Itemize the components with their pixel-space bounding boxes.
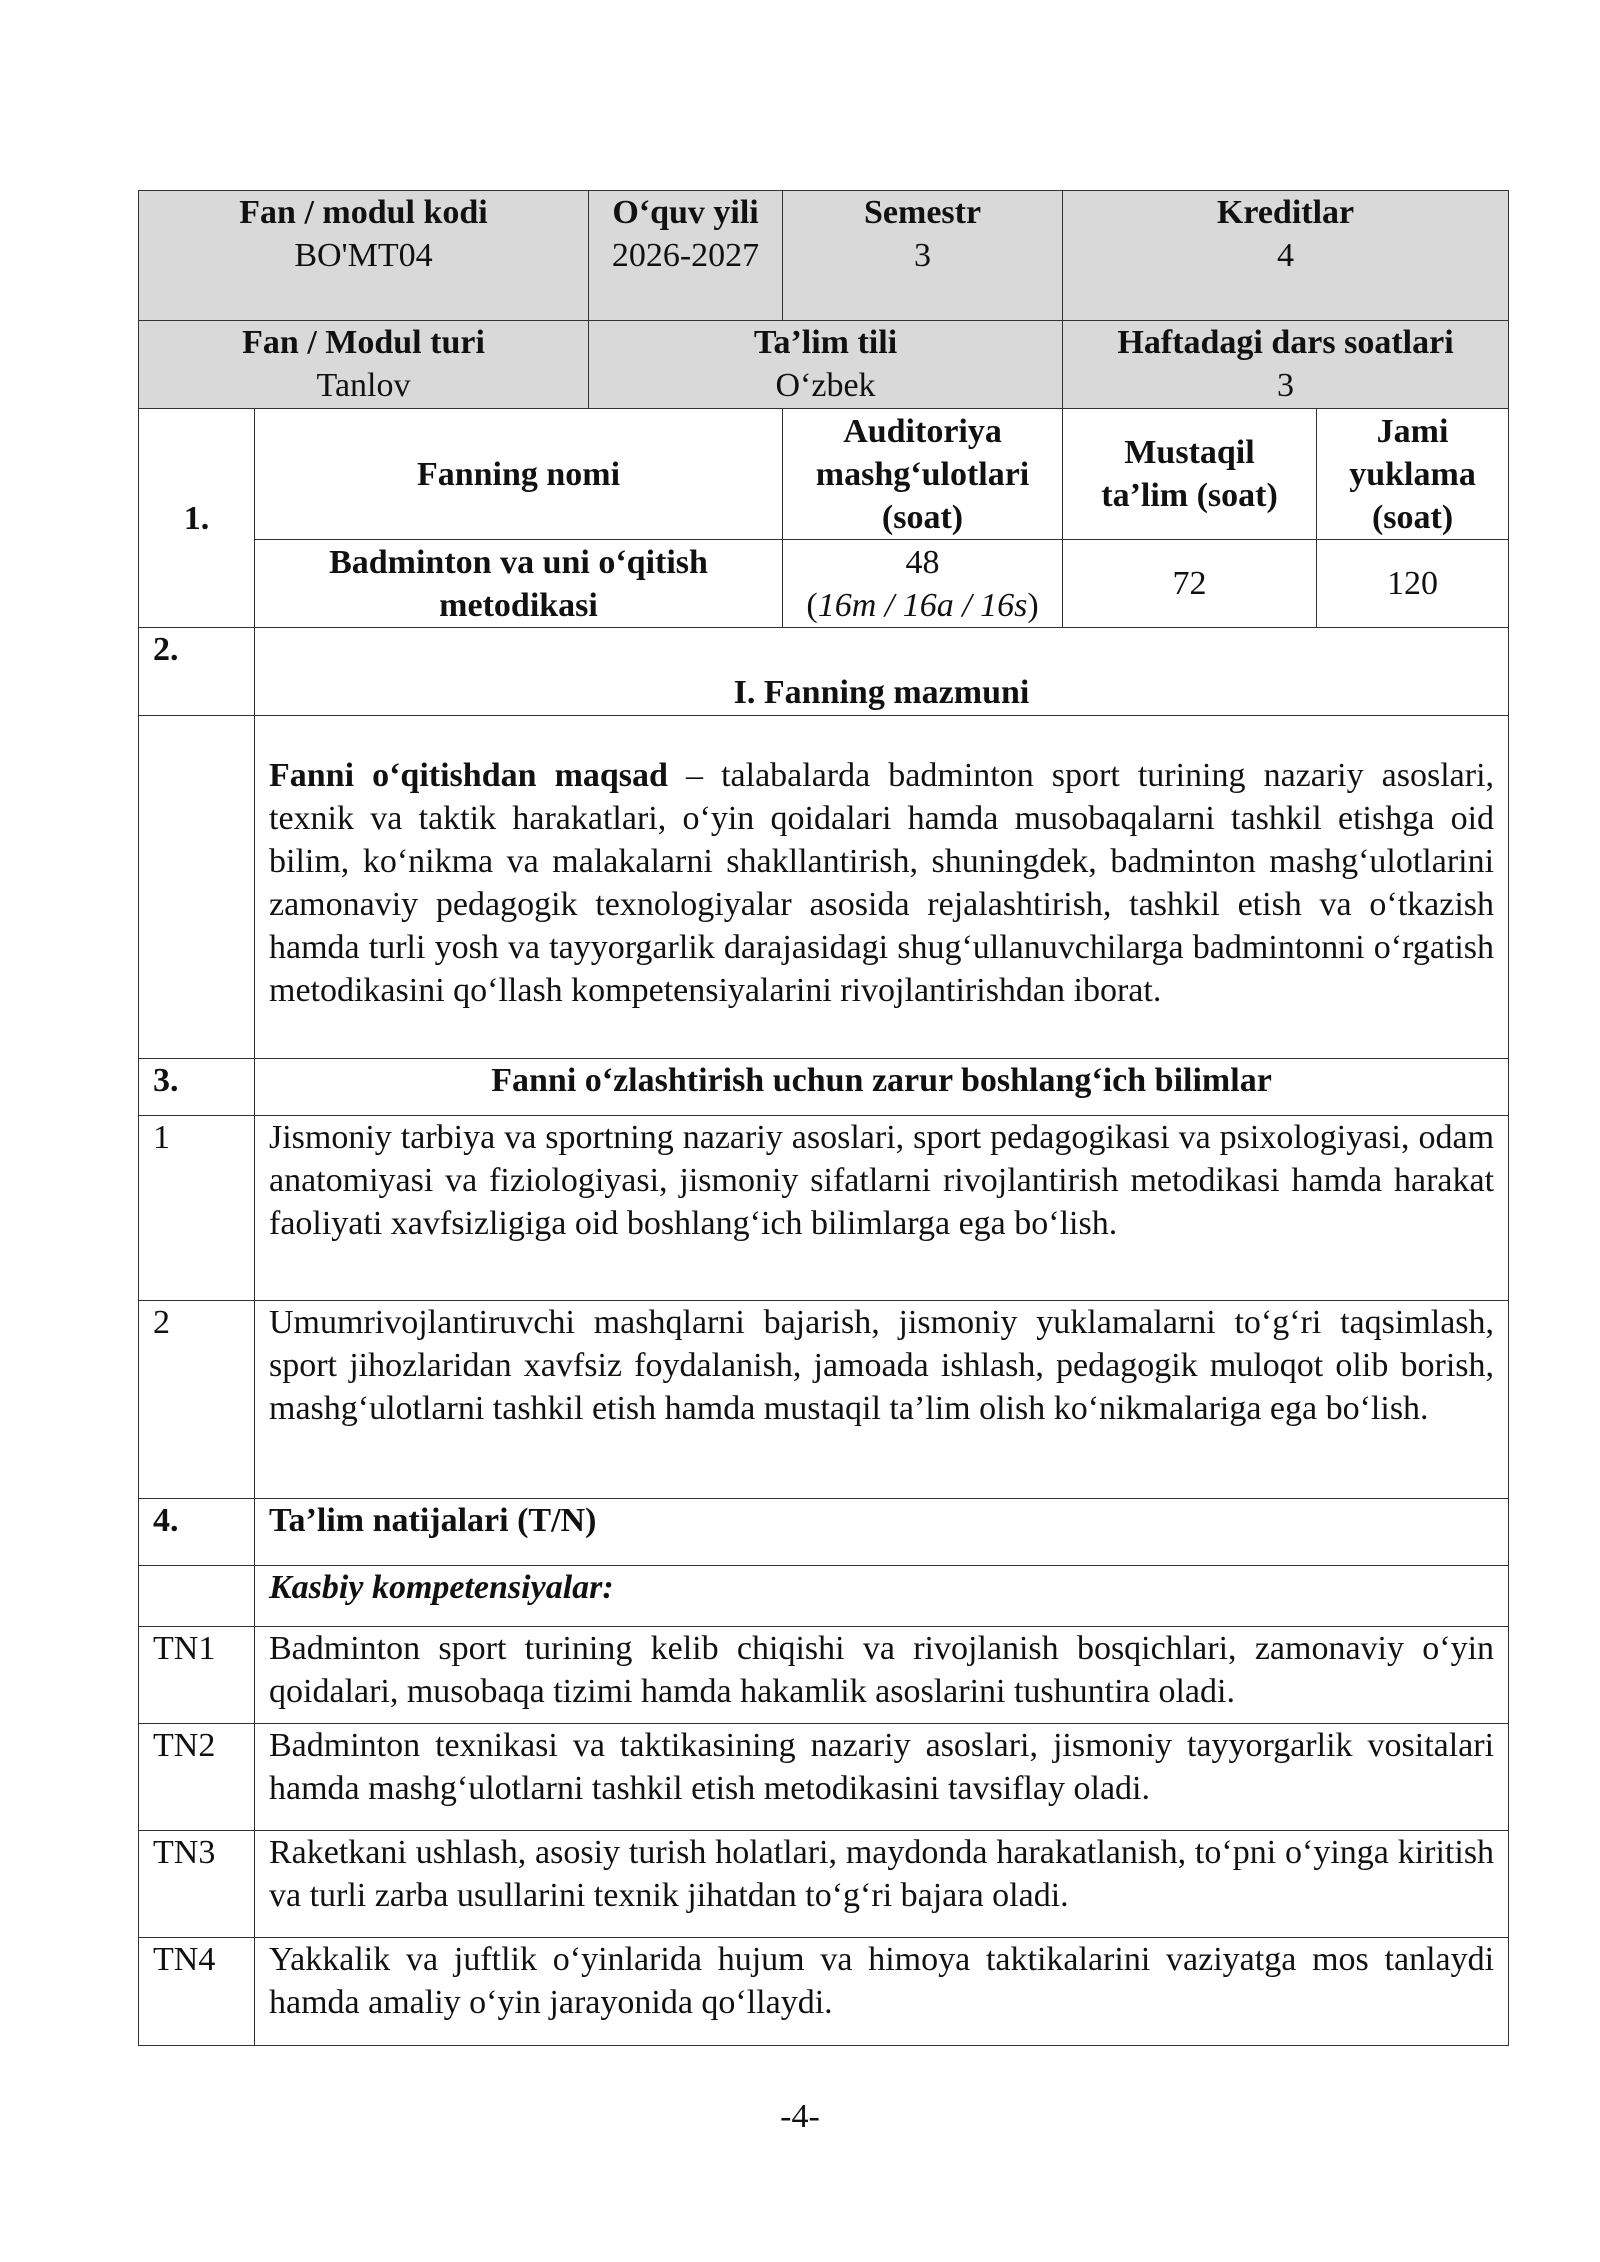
outcome-code-tn2: TN2 (139, 1724, 255, 1831)
section-2-empty-cell (139, 716, 255, 1059)
weekly-hours-cell (1063, 321, 1509, 409)
prerequisite-number-1: 1 (139, 1116, 255, 1301)
auditorium-hours-breakdown: (16m / 16a / 16s) (806, 586, 1039, 624)
prerequisite-row-2 (139, 1301, 1509, 1499)
auditorium-hours-value (783, 540, 1063, 628)
self-study-value: 72 (1063, 540, 1317, 628)
header-row-2 (139, 321, 1509, 409)
credits-cell (1063, 191, 1509, 321)
language-cell (589, 321, 1063, 409)
total-load-value: 120 (1317, 540, 1509, 628)
syllabus-table (138, 190, 1509, 2046)
outcome-code-tn3: TN3 (139, 1831, 255, 1938)
section-2-header-row (139, 628, 1509, 716)
academic-year-label: O‘quv yili (612, 194, 759, 231)
prerequisite-number-2: 2 (139, 1301, 255, 1499)
credits-label: Kreditlar (1216, 194, 1355, 231)
module-code-value: BO'MT04 (294, 237, 433, 274)
page-number: -4- (780, 2098, 820, 2135)
section-2-title: I. Fanning mazmuni (255, 628, 1509, 716)
module-type-label: Fan / Modul turi (242, 324, 485, 361)
section-2-content-row (139, 716, 1509, 1059)
prerequisite-text-1: Jismoniy tarbiya va sportning nazariy asoslari, sport pedagogikasi va psixologiyasi, odam anatomiyasi va fiziologiyasi, jismoniy sifatlarni rivojlantirish metodikasi hamda harakat faoliyati xavfsizligiga oid boshlang‘ich bilimlarga ega bo‘lish. (255, 1116, 1509, 1301)
outcome-code-tn4: TN4 (139, 1938, 255, 2046)
auditorium-hours-number: 48 (905, 543, 940, 581)
section-1-number: 1. (139, 409, 255, 628)
section-3-header-row (139, 1059, 1509, 1116)
goal-bold-lead: Fanni o‘qitishdan maqsad (269, 757, 668, 794)
goal-paragraph (255, 716, 1509, 1059)
outcome-text-tn3: Raketkani ushlash, asosiy turish holatlari, maydonda harakatlanish, to‘pni o‘yinga kiritish va turli zarba usullarini texnik jihatdan to‘g‘ri bajara oladi. (255, 1831, 1509, 1938)
semester-value: 3 (914, 237, 932, 274)
outcome-text-tn1: Badminton sport turining kelib chiqishi va rivojlanish bosqichlari, zamonaviy o‘yin qoidalari, musobaqa tizimi hamda hakamlik asoslarini tushuntira oladi. (255, 1627, 1509, 1724)
subject-name-label: Fanning nomi (255, 409, 783, 540)
language-label: Ta’lim tili (753, 324, 898, 361)
section-4-empty-cell (139, 1566, 255, 1627)
section-4-header-row (139, 1499, 1509, 1566)
outcome-row-tn2 (139, 1724, 1509, 1831)
subject-name-value: Badminton va uni o‘qitish metodikasi (255, 540, 783, 628)
credits-value: 4 (1277, 237, 1295, 274)
outcome-text-tn4: Yakkalik va juftlik o‘yinlarida hujum va himoya taktikalarini vaziyatga mos tanlaydi hamda amaliy o‘yin jarayonida qo‘llaydi. (255, 1938, 1509, 2046)
auditorium-hours-label: Auditoriya mashg‘ulotlari (soat) (783, 409, 1063, 540)
section-4-subtitle: Kasbiy kompetensiyalar: (255, 1566, 1509, 1627)
semester-label: Semestr (864, 194, 982, 231)
section-4-number: 4. (139, 1499, 255, 1566)
module-type-value: Tanlov (316, 367, 411, 404)
section-4-subtitle-row (139, 1566, 1509, 1627)
weekly-hours-label: Haftadagi dars soatlari (1117, 324, 1454, 361)
module-type-cell (139, 321, 589, 409)
outcome-row-tn4 (139, 1938, 1509, 2046)
section-1-header-row (139, 409, 1509, 540)
module-code-cell (139, 191, 589, 321)
outcome-code-tn1: TN1 (139, 1627, 255, 1724)
auditorium-breakdown-text: 16m / 16a / 16s (817, 586, 1028, 624)
outcome-row-tn1 (139, 1627, 1509, 1724)
section-4-title: Ta’lim natijalari (T/N) (255, 1499, 1509, 1566)
section-3-number: 3. (139, 1059, 255, 1116)
weekly-hours-value: 3 (1277, 367, 1295, 404)
syllabus-sheet (138, 190, 1508, 2046)
semester-cell (783, 191, 1063, 321)
section-1-value-row (139, 540, 1509, 628)
section-3-title: Fanni o‘zlashtirish uchun zarur boshlang‘ich bilimlar (255, 1059, 1509, 1116)
section-2-number: 2. (139, 628, 255, 716)
prerequisite-row-1 (139, 1116, 1509, 1301)
header-row-1 (139, 191, 1509, 321)
goal-text: – talabalarda badminton sport turining nazariy asoslari, texnik va taktik harakatlari, o‘yin qoidalari hamda musobaqalarni tashkil etishga oid bilim, ko‘nikma va malakalarni shakllantirish, shuningdek, badminton mashg‘ulotlarini zamonaviy pedagogik texnologiyalar asosida rejalashtirish, tashkil etish va o‘tkazish hamda turli yosh va tayyorgarlik darajasidagi shug‘ullanuvchilarga badmintonni o‘rgatish metodikasini qo‘llash kompetensiyalarini rivojlantirishdan iborat. (269, 757, 1495, 1009)
prerequisite-text-2: Umumrivojlantiruvchi mashqlarni bajarish, jismoniy yuklamalarni to‘g‘ri taqsimlash, sport jihozlaridan xavfsiz foydalanish, jamoada ishlash, pedagogik muloqot olib borish, mashg‘ulotlarni tashkil etish hamda mustaqil ta’lim olish ko‘nikmalariga ega bo‘lish. (255, 1301, 1509, 1499)
language-value: O‘zbek (775, 367, 876, 404)
outcome-text-tn2: Badminton texnikasi va taktikasining nazariy asoslari, jismoniy tayyorgarlik vositalari hamda mashg‘ulotlarni tashkil etish metodikasini tavsiflay oladi. (255, 1724, 1509, 1831)
academic-year-cell (589, 191, 783, 321)
total-load-label: Jami yuklama (soat) (1317, 409, 1509, 540)
self-study-label: Mustaqil ta’lim (soat) (1063, 409, 1317, 540)
module-code-label: Fan / modul kodi (239, 194, 488, 231)
outcome-row-tn3 (139, 1831, 1509, 1938)
academic-year-value: 2026-2027 (611, 237, 760, 274)
